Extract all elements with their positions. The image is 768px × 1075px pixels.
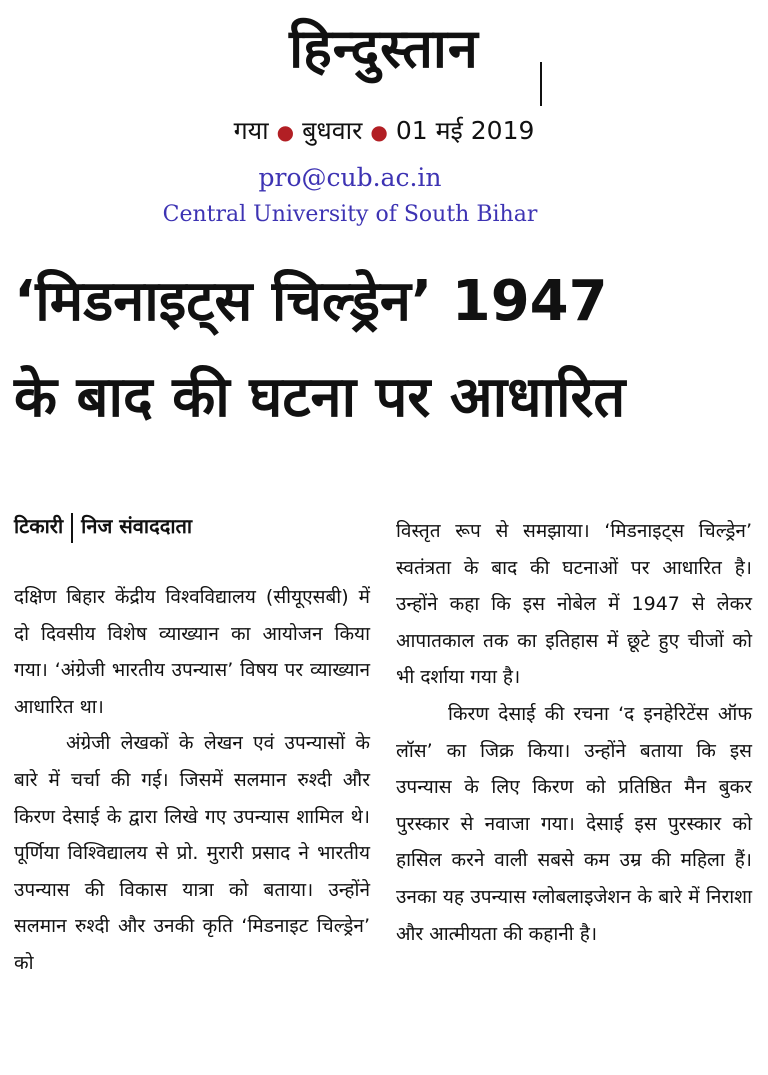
dateline-date: 01 मई 2019 [395, 116, 535, 145]
byline [14, 509, 374, 543]
dateline [0, 112, 768, 151]
byline-divider [71, 513, 73, 543]
headline [14, 254, 758, 446]
article-paragraph: अंग्रेजी लेखकों के लेखन एवं उपन्यासों के बारे में चर्चा की गई। जिसमें सलमान रुश्दी और किरण देसाई के द्वारा लिखे गए उपन्यास शामिल थे। पूर्णिया विश्विद्यालय से प्रो. मुरारी प्रसाद ने भारतीय उपन्यास की विकास यात्रा को बताया। उन्होंने सलमान रुश्दी और उनकी कृति ‘मिडनाइट चिल्ड्रेन’ को [14, 732, 370, 974]
newspaper-masthead: हिन्दुस्तान [289, 17, 479, 80]
article-paragraph: दक्षिण बिहार केंद्रीय विश्वविद्यालय (सीयूएसबी) में दो दिवसीय विशेष व्याख्यान का आयोजन किया गया। ‘अंग्रेजी भारतीय उपन्यास’ विषय पर व्याख्यान आधारित था। [14, 586, 370, 718]
byline-place: टिकारी [14, 514, 64, 538]
article-paragraph: किरण देसाई की रचना ‘द इनहेरिटेंस ऑफ लॉस’ का जिक्र किया। उन्होंने बताया कि इस उपन्यास के लिए किरण को प्रतिष्ठित मैन बुकर पुरस्कार से नवाजा गया। देसाई इस पुरस्कार को हासिल करने वाली सबसे कम उम्र की महिला हैं। उनका यह उपन्यास ग्लोबलाइजेशन के बारे में निराशा और आत्मीयता की कहानी है। [396, 702, 752, 945]
article-paragraph: विस्तृत रूप से समझाया। ‘मिडनाइट्स चिल्ड्रेन’ स्वतंत्रता के बाद की घटनाओं पर आधारित है। उन्होंने कहा कि इस नोबेल में 1947 से लेकर आपातकाल तक का इतिहास में छूटे हुए चीजों को भी दर्शाया गया है। [396, 520, 752, 689]
dateline-city: गया [233, 116, 269, 145]
bullet-dot-icon: ● [370, 120, 388, 144]
stamp-university: Central University of South Bihar [162, 202, 538, 227]
byline-reporter: निज संवाददाता [81, 514, 193, 538]
article-column-right [396, 513, 752, 952]
stamp-email: pro@cub.ac.in [258, 163, 442, 192]
dateline-day: बुधवार [302, 116, 363, 145]
masthead-divider [540, 62, 542, 106]
bullet-dot-icon: ● [276, 120, 295, 144]
headline-line-2: के बाद की घटना पर आधारित [14, 365, 626, 430]
article-column-left [14, 579, 370, 982]
headline-line-1: ‘मिडनाइट्स चिल्ड्रेन’ 1947 [14, 269, 608, 334]
